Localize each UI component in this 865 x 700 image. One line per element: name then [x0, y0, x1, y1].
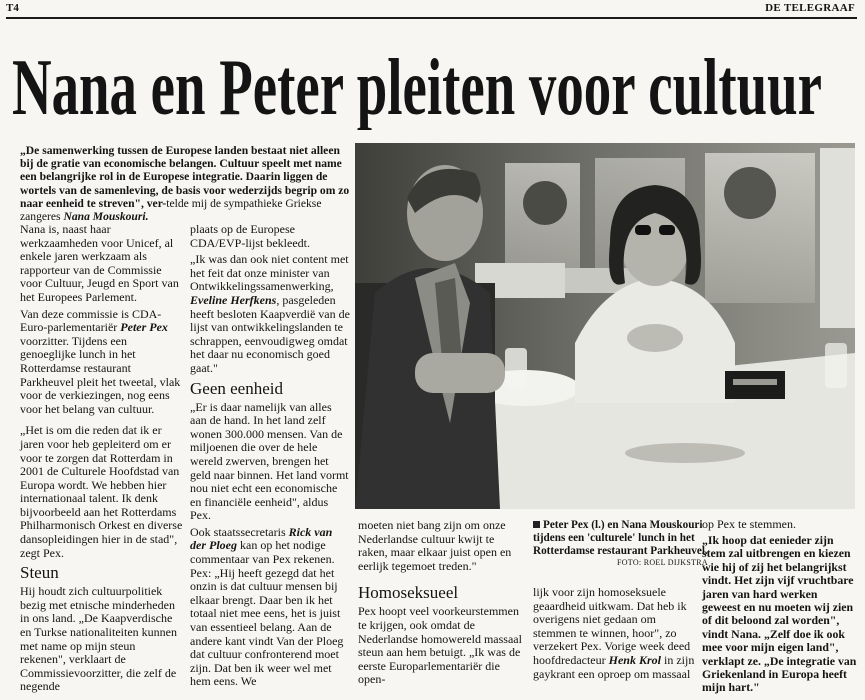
- intro-tail: telde mij de sympathieke Griekse zangeres: [20, 196, 322, 224]
- name-henk-krol: Henk Krol: [608, 652, 661, 667]
- masthead-rule: [6, 17, 857, 19]
- article-photo: [355, 143, 855, 509]
- col1-p1: Nana is, naast haar werkzaamheden voor Unicef, al enkele jaren werkzaam als rapporteur van de Commissie voor Cultuur, Jeugd en Sport van het Europees Parlement.: [20, 222, 179, 304]
- restaurant-photo-illustration: [355, 143, 855, 509]
- closing-quote: „Ik hoop dat eenieder zijn stem zal uitbrengen en kiezen wie hij of zij het belangrijkst vindt. Het zijn vijf vruchtbare jaren van hard werken geweest en nu moeten wij zien of dit beloond zal worden", vindt Nana. „Zelf doe ik ook mee voor mijn eigen land", verklapt ze. „De integratie van Griekenland in Europa heeft mijn hart.": [702, 533, 857, 695]
- subhead-homoseksueel: Homoseksueel: [358, 583, 459, 603]
- headline: [8, 40, 860, 130]
- photo-credit: FOTO: ROEL DIJKSTRA: [616, 558, 708, 568]
- name-peter-pex: Peter Pex: [120, 320, 168, 335]
- col3-p1: moeten niet bang zijn om onze Nederlandse cultuur kwijt te raken, maar elkaar juist open en eerlijk tegemoet treden.": [358, 518, 512, 573]
- col2-p3: „Er is daar namelijk van alles aan de hand. In het land zelf wonen 300.000 mensen. Van de miljoenen die over de hele wereld zwerven, brengen het geld naar binnen. Het land vormt nou niet echt een economische en financiële eenheid", aldus Pex.: [190, 399, 349, 523]
- col1-p4: Hij houdt zich cultuurpolitiek bezig met etnische minderheden in ons land. „De Kaapverdische en Turkse nationaliteiten kunnen met name op mijn steun rekenen", verklaart de Commissievoorzitter, die zelf de negende: [20, 584, 177, 694]
- col3-p2: Pex hoopt veel voorkeurstemmen te krijgen, ook omdat de Nederlandse homowereld massaal steun aan hem betuigt. „Ik was de eerste Europarlementariër die open-: [358, 604, 522, 687]
- col1-p3: „Het is om die reden dat ik er jaren voor heb gepleiterd om er voor te zorgen dat Rotterdam in 2001 de Culturele Hoofdstad van Europa wordt. We hebben hier internationaal talent. Ik denk bijvoorbeeld aan het Rotterdams Philharmonisch Orkest en diverse dansopleidingen hier in de stad", zegt Pex.: [20, 423, 183, 560]
- column-1: [20, 223, 183, 694]
- intro-name: Nana Mouskouri.: [63, 210, 149, 224]
- col1-p2: Van deze commissie is CDA-Euro-parlementariër Peter Pex voorzitter. Tijdens een genoeglijke lunch in het Rotterdamse restaurant Parkheuvel pleit het tweetal, vlak voor de verkiezingen, nog eens voor het belang van cultuur.: [20, 306, 181, 416]
- name-eveline-herfkens: Eveline Herfkens: [190, 292, 277, 307]
- newspaper-name: DE TELEGRAAF: [765, 2, 855, 14]
- photo-caption: [533, 519, 708, 570]
- column-3: [358, 519, 526, 687]
- col2-p4: Ook staatssecretaris Rick van der Ploeg kan op het nodige commentaar van Pex rekenen. Pex: „Hij heeft gezegd dat het onzin is dat cultuur mensen bij elkaar brengt. Daar ben ik het totaal niet mee eens, het is juist van essentieel belang. Aan de andere kant vindt Van der Ploeg dat cultuur confronterend moet zijn. Dat ben ik weer wel met hem eens. We: [190, 524, 344, 689]
- col2-p1: plaats op de Europese CDA/EVP-lijst bekleedt.: [190, 222, 310, 250]
- col2-p2: „Ik was dan ook niet content met het feit dat onze minister van Ontwikkelingssamenwerking, Eveline Herfkens, pasgeleden heeft besloten Kaapverdië van de lijst van ontwikkelingslanden te schrappen, eenvoudigweg omdat het daar nu economisch goed gaat.": [190, 252, 350, 375]
- page-number: T4: [6, 2, 19, 14]
- headline-text: Nana en Peter pleiten voor cultuur: [12, 44, 822, 130]
- intro-quote: „De samenwerking tussen de Europese landen bestaat niet alleen bij de gratie van economische belangen. Cultuur speelt met name een belangrijke rol in de Europese integratie. Daarin liggen de wortels van de samenleving, de basis voor wederzijds begrip om zo naar eenheid te streven", ver-: [20, 144, 350, 210]
- subhead-steun: Steun: [20, 563, 59, 583]
- col4-p1: lijk voor zijn homoseksuele geaardheid uitkwam. Dat heb ik overigens niet gedaan om stemmen te winnen, hoor", zo verzekert Pex. Vorige week deed hoofdredacteur Henk Krol in zijn gaykrant een oproep om massaal: [533, 585, 695, 681]
- caption-square-icon: [533, 521, 540, 528]
- intro-paragraph: [20, 144, 355, 223]
- column-4: [533, 586, 701, 681]
- caption-text: Peter Pex (l.) en Nana Mouskouri tijdens een 'culturele' lunch in het Rotterdamse restaurant Parkheuvel.: [533, 519, 708, 557]
- name-rick-van-der-ploeg: Rick van der Ploeg: [190, 524, 333, 553]
- subhead-geen-eenheid: Geen eenheid: [190, 378, 283, 398]
- column-2: [190, 223, 350, 689]
- col5-lead: op Pex te stemmen.: [702, 517, 796, 531]
